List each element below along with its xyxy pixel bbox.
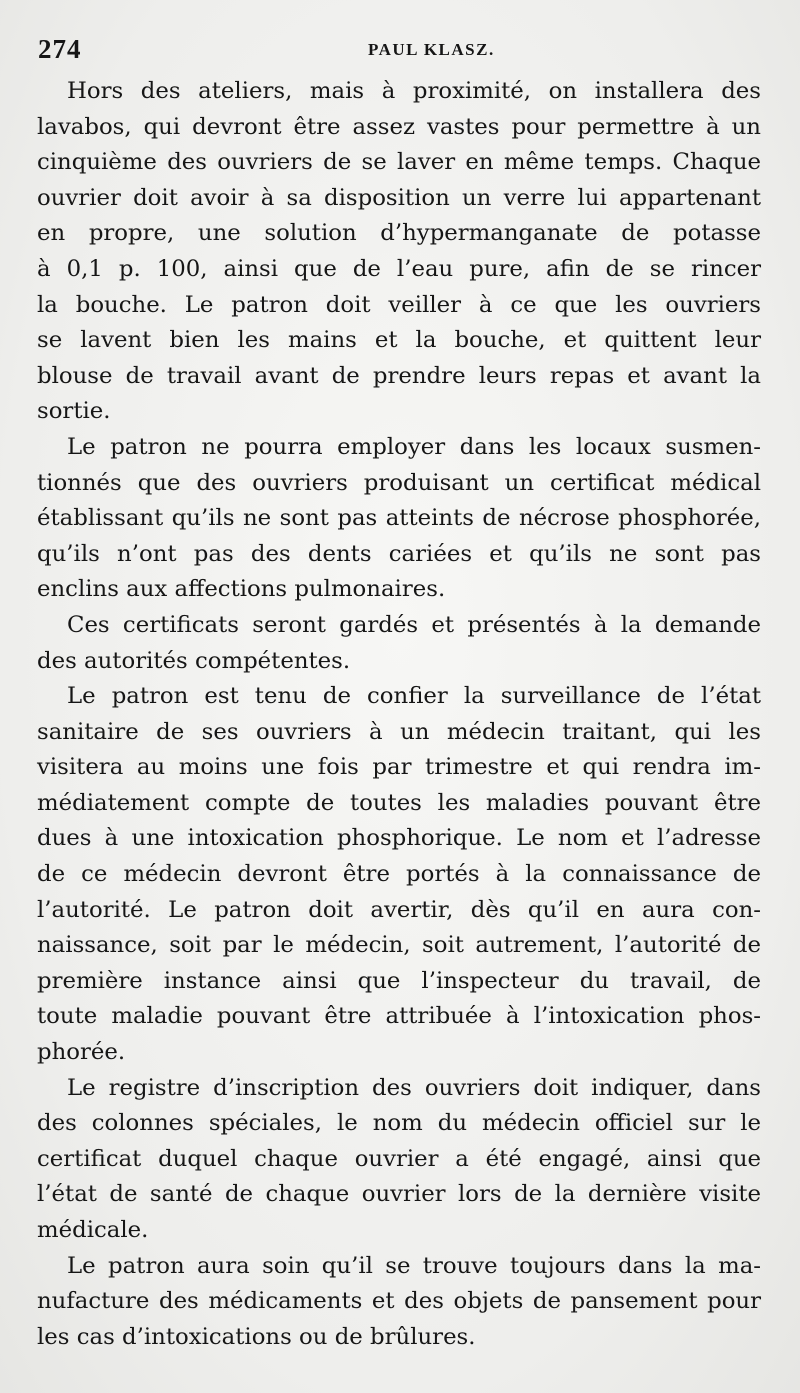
text-line: enclins aux affections pulmonaires. bbox=[37, 576, 446, 603]
text-line: sortie. bbox=[37, 398, 111, 425]
text-line: phorée. bbox=[37, 1039, 126, 1066]
text-line: qu’ils n’ont pas des dents cariées et qu’ils ne sont pas bbox=[37, 540, 761, 567]
page-header bbox=[38, 34, 760, 68]
text-line: tionnés que des ouvriers produisant un certificat médical bbox=[37, 469, 761, 496]
text-line: médiatement compte de toutes les maladies pouvant être bbox=[37, 789, 761, 816]
page-number: 274 bbox=[38, 34, 82, 64]
text-line: toute maladie pouvant être attribuée à l’intoxication phos- bbox=[37, 1003, 761, 1030]
text-line: Hors des ateliers, mais à proximité, on installera des bbox=[67, 78, 761, 104]
text-line: l’état de santé de chaque ouvrier lors de la dernière visite bbox=[37, 1181, 761, 1208]
text-line: à 0,1 p. 100, ainsi que de l’eau pure, afin de se rincer bbox=[37, 255, 761, 282]
text-line: des autorités compétentes. bbox=[37, 647, 351, 674]
text-line: Ces certificats seront gardés et présentés à la demande bbox=[67, 611, 761, 638]
text-line: les cas d’intoxications ou de brûlures. bbox=[37, 1323, 476, 1350]
running-head: PAUL KLASZ. bbox=[368, 40, 495, 59]
text-line: Le patron aura soin qu’il se trouve toujours dans la ma- bbox=[67, 1252, 761, 1279]
text-line: se lavent bien les mains et la bouche, et quittent leur bbox=[37, 327, 761, 354]
text-line: la bouche. Le patron doit veiller à ce que les ouvriers bbox=[37, 291, 761, 318]
text-line: visitera au moins une fois par trimestre et qui rendra im- bbox=[37, 754, 761, 781]
text-line: dues à une intoxication phosphorique. Le nom et l’adresse bbox=[37, 825, 761, 852]
body-text bbox=[37, 74, 761, 1355]
text-line: blouse de travail avant de prendre leurs repas et avant la bbox=[37, 362, 761, 389]
text-line: en propre, une solution d’hypermanganate de potasse bbox=[37, 220, 761, 247]
text-line: Le patron ne pourra employer dans les locaux susmen- bbox=[67, 433, 761, 460]
text-line: sanitaire de ses ouvriers à un médecin traitant, qui les bbox=[37, 718, 761, 745]
text-line: médicale. bbox=[37, 1217, 149, 1243]
text-line: des colonnes spéciales, le nom du médecin officiel sur le bbox=[37, 1110, 761, 1137]
text-line: cinquième des ouvriers de se laver en même temps. Chaque bbox=[37, 149, 761, 176]
text-line: certificat duquel chaque ouvrier a été engagé, ainsi que bbox=[37, 1145, 761, 1172]
text-line: établissant qu’ils ne sont pas atteints de nécrose phosphorée, bbox=[37, 505, 761, 532]
text-line: l’autorité. Le patron doit avertir, dès qu’il en aura con- bbox=[37, 896, 761, 923]
text-line: de ce médecin devront être portés à la connaissance de bbox=[37, 861, 761, 888]
text-line: Le registre d’inscription des ouvriers doit indiquer, dans bbox=[67, 1074, 761, 1101]
text-line: ouvrier doit avoir à sa disposition un verre lui appartenant bbox=[37, 184, 761, 211]
text-line: naissance, soit par le médecin, soit autrement, l’autorité de bbox=[37, 932, 761, 959]
text-line: première instance ainsi que l’inspecteur du travail, de bbox=[37, 967, 761, 994]
text-line: Le patron est tenu de confier la surveillance de l’état bbox=[67, 683, 761, 710]
text-line: lavabos, qui devront être assez vastes pour permettre à un bbox=[37, 113, 761, 140]
text-line: nufacture des médicaments et des objets de pansement pour bbox=[37, 1288, 761, 1315]
